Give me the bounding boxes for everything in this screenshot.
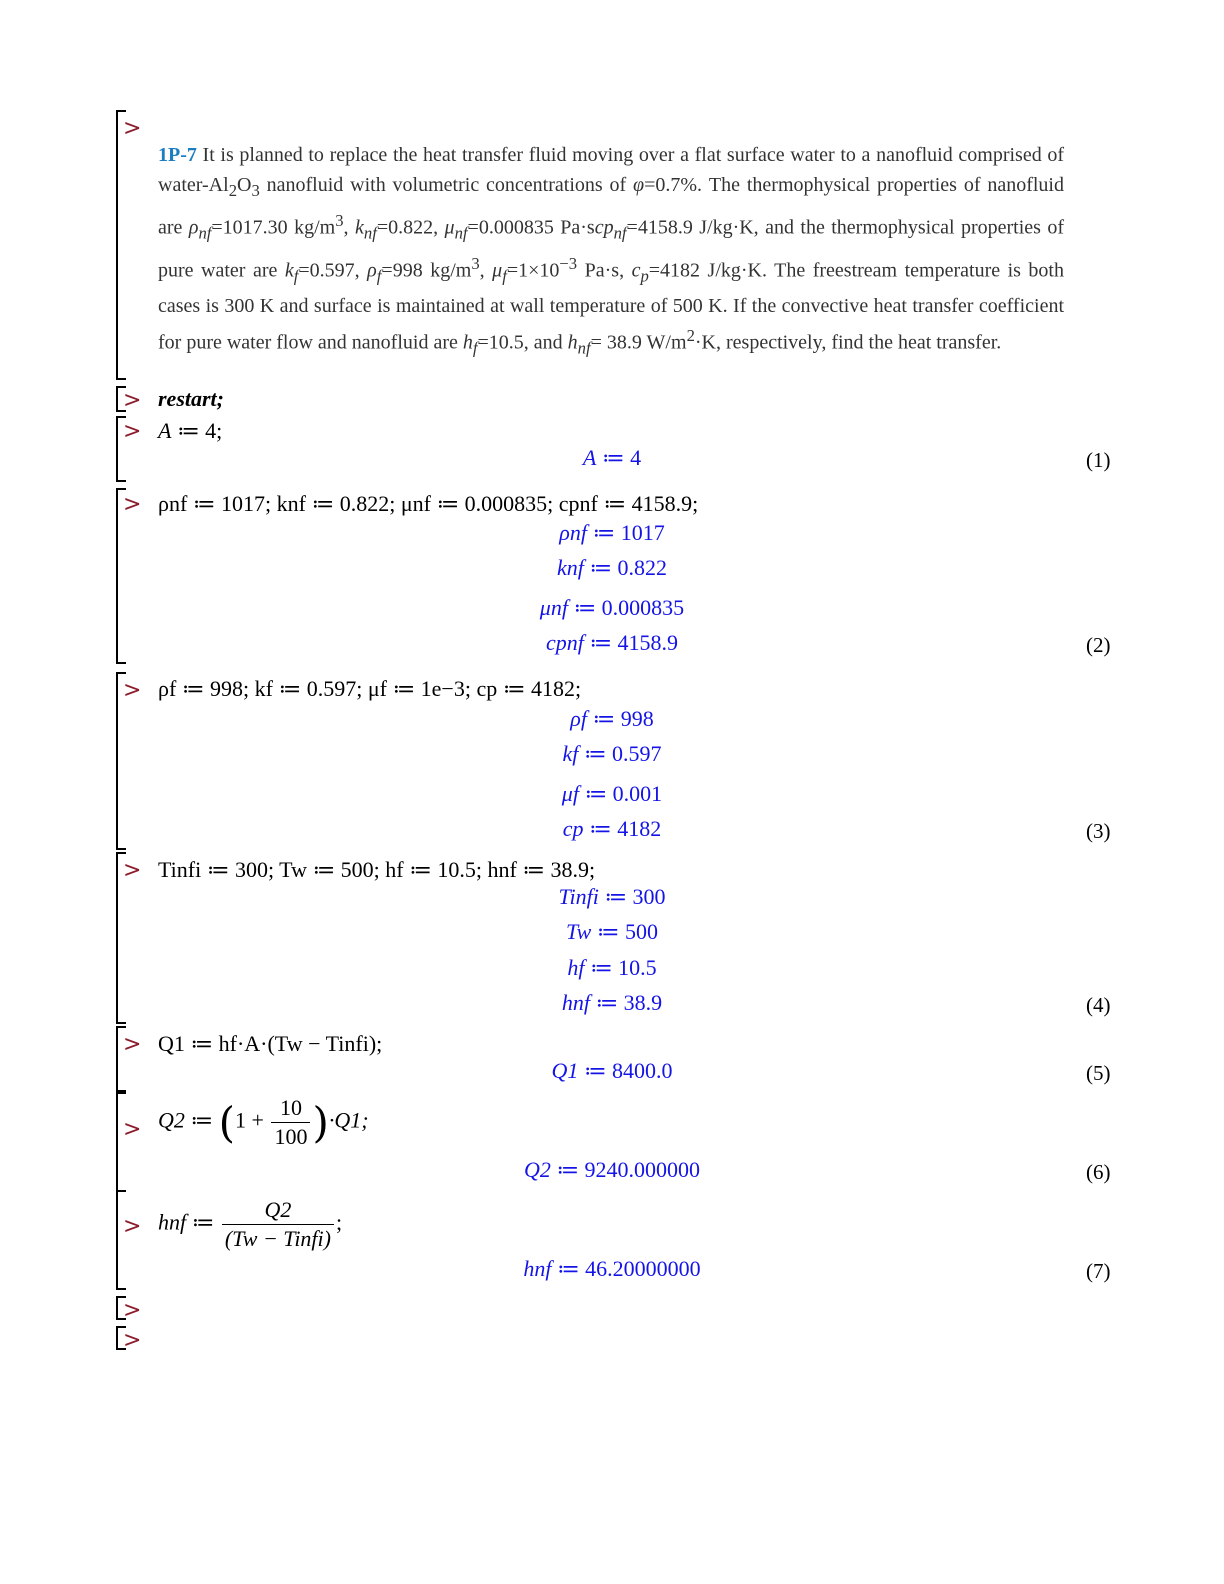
output-cpnf: cpnf ≔ 4158.9 <box>545 630 679 655</box>
output-hf: hf ≔ 10.5 <box>567 955 657 980</box>
group-bracket-problem <box>116 110 118 380</box>
input-restart[interactable]: restart; <box>158 386 224 411</box>
output-pnf: ρnf ≔ 1017 <box>559 520 665 545</box>
output-knf: knf ≔ 0.822 <box>556 555 668 580</box>
problem-statement: 1P-7 It is planned to replace the heat transfer fluid moving over a flat surface water to a nanofluid comprised of water-$Al_2O_3$ nanofluid with volumetric concentrations of φ=0.7%. The thermophysical properties of nanofluid are $\rho_{nf}=1017.30$ $kg/m^3$, $k_{nf}=0.822$, $\mu_{nf}=0.000835$ Pa·scp$_{nf}$=4158.9 J/kg·K, and the thermophysical properties of pure water are $k_f=0.597$, $\rho_f=998$ $kg/m^3$, $\mu_f=1\times 10^{-3}$ Pa·s, $c_p=4182$ J/kg·K. The freestream temperature is both cases is 300 K and surface is maintained at wall temperature of 500 K. If the convective heat transfer coefficient for pure water flow and nanofluid are $h_f=10.5$, and $h_{nf}= 38.9$ $W/m^2\cdot K$, respectively, find the heat transfer. <box>158 144 1065 358</box>
input-nanofluid-properties[interactable]: ρnf ≔ 1017; knf ≔ 0.822; μnf ≔ 0.000835; cpnf ≔ 4158.9; <box>158 491 699 516</box>
output-tinfi: Tinfi ≔ 300 <box>558 884 666 909</box>
equation-label: (2) <box>1086 633 1111 657</box>
output-tw: Tw ≔ 500 <box>565 919 658 944</box>
equation-label: (3) <box>1086 819 1111 843</box>
output-Q1: Q1 ≔ 8400.0 <box>551 1058 673 1083</box>
left-paren: ( <box>218 1098 236 1147</box>
output-hnf-result: hnf ≔ 46.20000000 <box>523 1256 701 1281</box>
prompt[interactable]: > <box>123 419 142 444</box>
right-paren: ) <box>312 1098 329 1147</box>
prompt[interactable]: > <box>123 678 142 703</box>
output-kf: kf ≔ 0.597 <box>562 741 662 766</box>
input-Q1[interactable]: Q1 ≔ hf·A·(Tw − Tinfi); <box>158 1031 383 1056</box>
equation-label: (1) <box>1086 448 1111 472</box>
problem-id: 1P-7 <box>158 144 197 166</box>
group-bracket-empty-1 <box>116 1296 118 1320</box>
equation-label: (4) <box>1086 993 1111 1017</box>
fraction: $\frac{Q2}{\text{(Tw − Tinfi)}}$ <box>222 1196 334 1253</box>
group-bracket-empty-2 <box>116 1326 118 1350</box>
prompt[interactable]: > <box>123 388 142 413</box>
prompt[interactable]: > <box>123 116 142 141</box>
equation-label: (7) <box>1086 1259 1111 1283</box>
output-A: A ≔ 4 <box>582 445 642 470</box>
output-pf: ρf ≔ 998 <box>570 706 654 731</box>
input-Q2[interactable]: Q2 ≔ (1 + $\frac{10}{100}$ )·Q1; <box>158 1095 369 1149</box>
prompt[interactable]: > <box>123 1032 142 1057</box>
output-Q2: Q2 ≔ 9240.000000 <box>523 1157 701 1182</box>
prompt[interactable]: > <box>123 858 142 883</box>
input-A[interactable]: A ≔ 4; <box>158 418 223 443</box>
prompt[interactable]: > <box>123 1298 142 1323</box>
fraction: $\frac{10}{100}$ <box>271 1094 310 1151</box>
output-hnf: hnf ≔ 38.9 <box>561 990 663 1015</box>
prompt[interactable]: > <box>123 1328 142 1353</box>
equation-label: (6) <box>1086 1160 1111 1184</box>
input-hnf[interactable]: hnf ≔ $\frac{Q2}{\text{(Tw − Tinfi)}}$ ; <box>158 1197 343 1251</box>
prompt[interactable]: > <box>123 492 142 517</box>
prompt[interactable]: > <box>123 1214 142 1239</box>
prompt[interactable]: > <box>123 1117 142 1142</box>
input-water-properties[interactable]: ρf ≔ 998; kf ≔ 0.597; μf ≔ 1e−3; cp ≔ 4182; <box>158 676 582 701</box>
input-temperatures[interactable]: Tinfi ≔ 300; Tw ≔ 500; hf ≔ 10.5; hnf ≔ 38.9; <box>158 857 596 882</box>
equation-label: (5) <box>1086 1061 1111 1085</box>
output-cp: cp ≔ 4182 <box>562 816 662 841</box>
output-uf: μf ≔ 0.001 <box>561 781 663 806</box>
group-bracket-restart <box>116 386 118 412</box>
output-unf: μnf ≔ 0.000835 <box>539 595 685 620</box>
